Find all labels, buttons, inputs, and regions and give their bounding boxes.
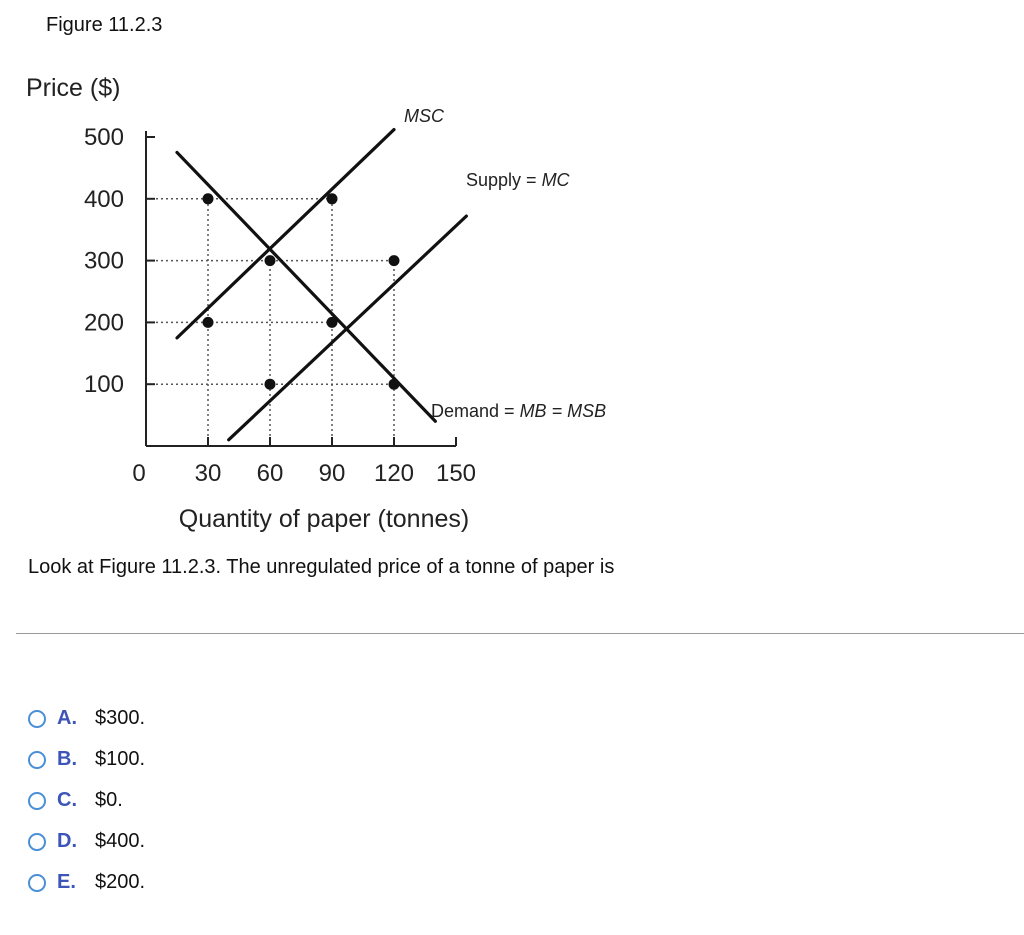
radio-button-icon[interactable] [28, 874, 46, 892]
option-text: $100. [95, 748, 146, 770]
x-tick-label: 0 [132, 460, 146, 487]
x-tick-label: 30 [194, 460, 222, 487]
option-b[interactable] [28, 739, 145, 780]
y-tick-label: 100 [83, 371, 124, 399]
option-text: $400. [95, 830, 146, 852]
y-tick-label: 300 [83, 247, 124, 275]
data-point [265, 379, 276, 390]
option-text: $300. [95, 707, 146, 729]
option-d[interactable] [28, 821, 145, 862]
msc-curve [177, 130, 394, 338]
data-point [327, 317, 338, 328]
data-point [265, 255, 276, 266]
radio-button-icon[interactable] [28, 751, 46, 769]
y-axis-label: Price ($) [26, 74, 121, 102]
radio-button-icon[interactable] [28, 710, 46, 728]
x-axis-label: Quantity of paper (tonnes) [178, 505, 470, 533]
radio-button-icon[interactable] [28, 792, 46, 810]
data-point [203, 317, 214, 328]
option-letter: D. [57, 830, 77, 852]
supply-curve-label: Supply = MC [466, 170, 570, 190]
x-tick-label: 150 [435, 460, 477, 487]
y-tick-label: 400 [83, 185, 124, 213]
answer-options [28, 698, 145, 903]
data-point [389, 379, 400, 390]
question-text: Look at Figure 11.2.3. The unregulated price of a tonne of paper is [28, 556, 615, 578]
y-tick-label: 500 [83, 124, 124, 151]
figure-title: Figure 11.2.3 [46, 14, 163, 36]
option-e[interactable] [28, 862, 145, 903]
option-letter: E. [57, 871, 76, 893]
option-c[interactable] [28, 780, 145, 821]
option-text: $200. [95, 871, 146, 893]
option-letter: C. [57, 789, 77, 811]
y-tick-label: 200 [83, 309, 124, 337]
msc-curve-label: MSC [404, 106, 444, 126]
option-a[interactable] [28, 698, 145, 739]
x-tick-label: 120 [373, 460, 415, 487]
demand-curve-label: Demand = MB = MSB [431, 401, 607, 421]
data-point [327, 193, 338, 204]
data-point [203, 193, 214, 204]
x-tick-label: 60 [256, 460, 284, 487]
radio-button-icon[interactable] [28, 833, 46, 851]
option-letter: B. [57, 748, 77, 770]
x-tick-label: 90 [318, 460, 346, 487]
divider [16, 633, 1024, 634]
data-point [389, 255, 400, 266]
option-text: $0. [95, 789, 123, 811]
option-letter: A. [57, 707, 77, 729]
